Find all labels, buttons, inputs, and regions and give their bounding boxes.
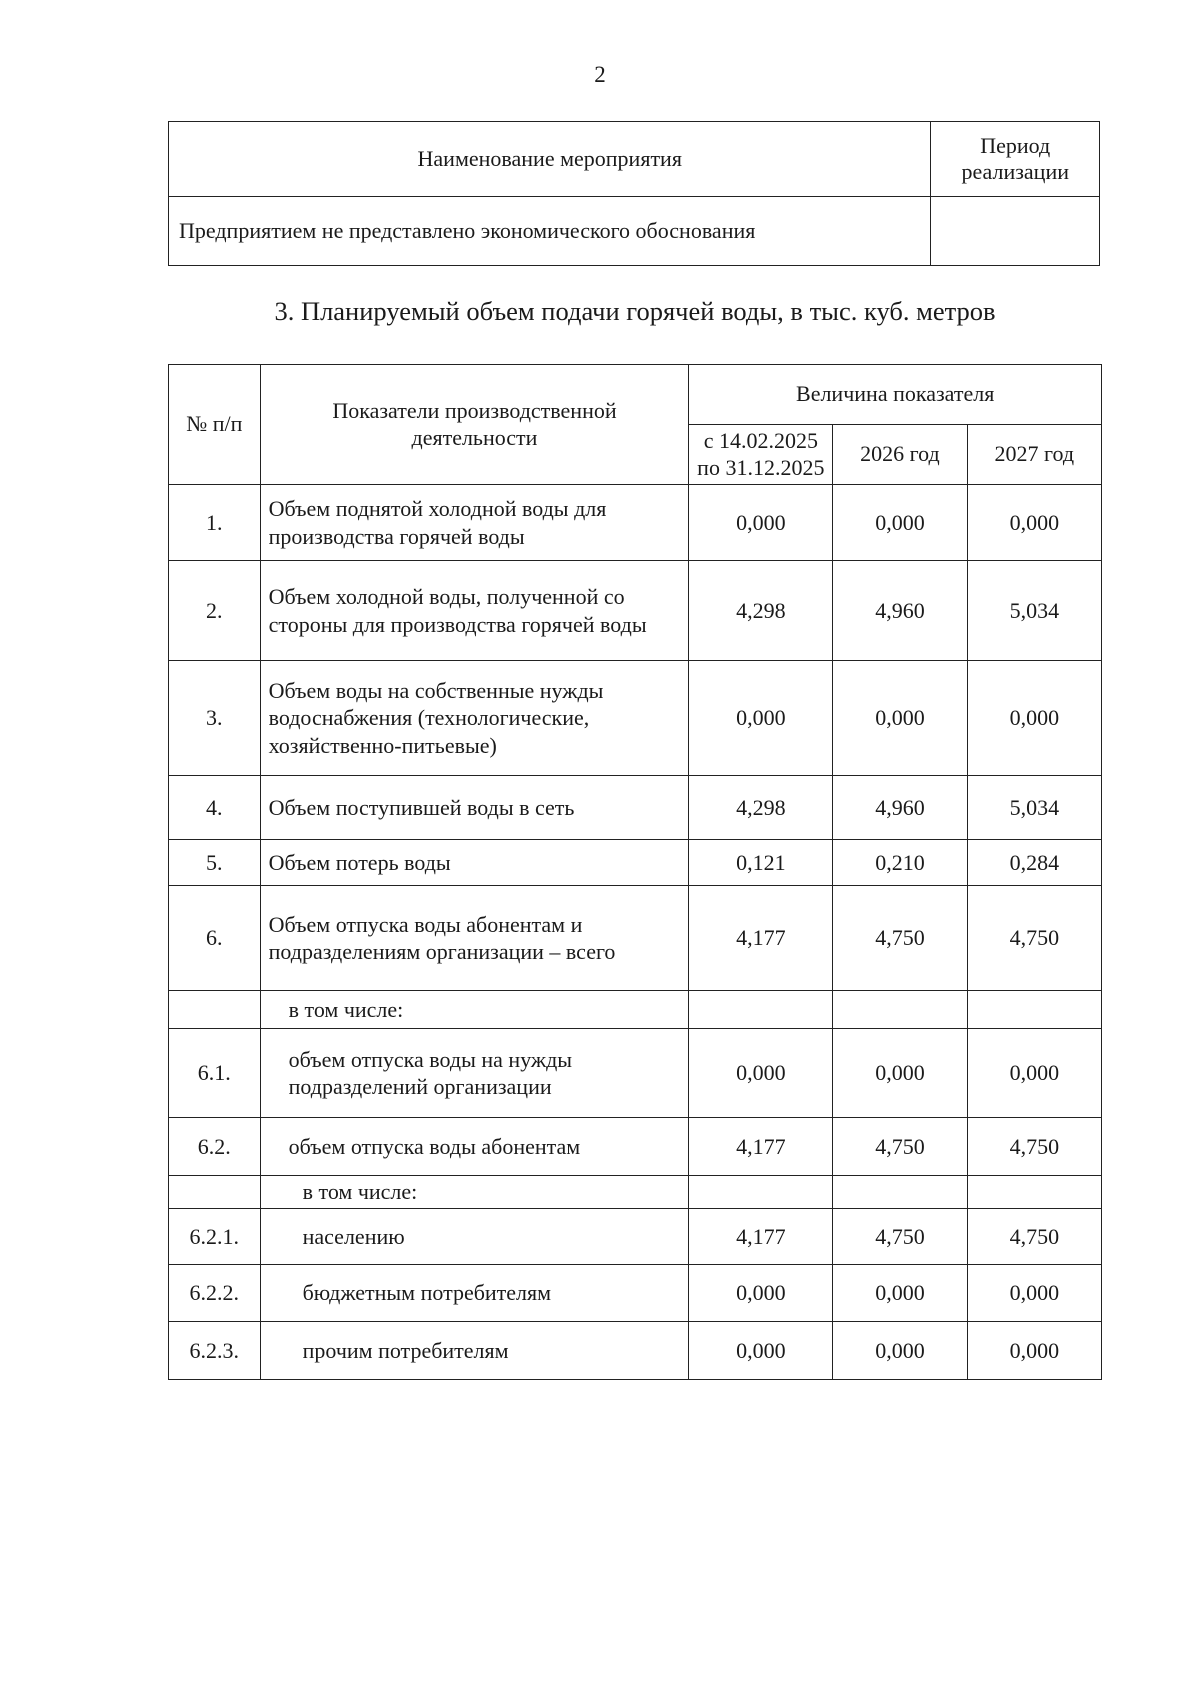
row-value-2: 4,750 xyxy=(833,1209,967,1265)
row-value-3: 0,000 xyxy=(967,1265,1101,1322)
table-row xyxy=(169,840,1102,886)
row-value-2 xyxy=(833,991,967,1029)
header-period-1: с 14.02.2025 по 31.12.2025 xyxy=(689,425,833,485)
page-number: 2 xyxy=(594,62,606,87)
row-value-1: 0,000 xyxy=(689,485,833,561)
volume-table-header xyxy=(169,365,1102,425)
row-name: Объем поступившей воды в сеть xyxy=(260,776,689,840)
row-value-3: 4,750 xyxy=(967,886,1101,991)
header-period-2: 2026 год xyxy=(833,425,967,485)
row-value-2: 0,000 xyxy=(833,1265,967,1322)
row-number xyxy=(169,1176,261,1209)
table-row xyxy=(169,1176,1102,1209)
row-value-3 xyxy=(967,991,1101,1029)
row-name: в том числе: xyxy=(260,1176,689,1209)
row-value-1: 0,000 xyxy=(689,661,833,776)
row-value-2: 0,210 xyxy=(833,840,967,886)
row-number: 6.2. xyxy=(169,1118,261,1176)
row-value-3: 4,750 xyxy=(967,1209,1101,1265)
measure-period-cell xyxy=(931,197,1100,266)
row-name: в том числе: xyxy=(260,991,689,1029)
row-name: Объем поднятой холодной воды для производства горячей воды xyxy=(260,485,689,561)
row-number xyxy=(169,991,261,1029)
row-number: 6.2.2. xyxy=(169,1265,261,1322)
row-value-3: 0,000 xyxy=(967,661,1101,776)
row-name: бюджетным потребителям xyxy=(260,1265,689,1322)
row-name: Объем отпуска воды абонентам и подразделениям организации – всего xyxy=(260,886,689,991)
header-measure-name: Наименование мероприятия xyxy=(169,122,931,197)
volume-table xyxy=(168,364,1102,1380)
table-row xyxy=(169,1265,1102,1322)
row-value-1: 4,177 xyxy=(689,886,833,991)
table-row xyxy=(169,1029,1102,1118)
header-period: Период реализации xyxy=(931,122,1100,197)
row-value-1: 4,298 xyxy=(689,561,833,661)
row-name: Объем холодной воды, полученной со стороны для производства горячей воды xyxy=(260,561,689,661)
row-name: объем отпуска воды на нужды подразделений организации xyxy=(260,1029,689,1118)
table-row xyxy=(169,1118,1102,1176)
row-value-1 xyxy=(689,1176,833,1209)
row-value-2: 0,000 xyxy=(833,661,967,776)
row-value-2: 4,960 xyxy=(833,776,967,840)
table-row xyxy=(169,1322,1102,1380)
header-value: Величина показателя xyxy=(689,365,1102,425)
row-number: 6.2.1. xyxy=(169,1209,261,1265)
row-value-1: 0,121 xyxy=(689,840,833,886)
row-value-2 xyxy=(833,1176,967,1209)
table-row xyxy=(169,485,1102,561)
table-row xyxy=(169,991,1102,1029)
section-title: 3. Планируемый объем подачи горячей воды, в тыс. куб. метров xyxy=(274,296,996,326)
row-value-3: 0,000 xyxy=(967,485,1101,561)
row-value-1: 4,298 xyxy=(689,776,833,840)
row-name: населению xyxy=(260,1209,689,1265)
row-value-3: 0,000 xyxy=(967,1322,1101,1380)
table-row xyxy=(169,561,1102,661)
row-name: Объем воды на собственные нужды водоснабжения (технологические, хозяйственно-питьевые) xyxy=(260,661,689,776)
row-value-3: 5,034 xyxy=(967,561,1101,661)
row-number: 6. xyxy=(169,886,261,991)
table-row xyxy=(169,776,1102,840)
row-value-3: 0,000 xyxy=(967,1029,1101,1118)
row-number: 4. xyxy=(169,776,261,840)
row-number: 5. xyxy=(169,840,261,886)
measures-table-header xyxy=(169,122,1100,197)
row-number: 1. xyxy=(169,485,261,561)
row-name: Объем потерь воды xyxy=(260,840,689,886)
row-value-2: 4,750 xyxy=(833,886,967,991)
row-value-1: 4,177 xyxy=(689,1209,833,1265)
row-value-2: 4,960 xyxy=(833,561,967,661)
row-value-2: 0,000 xyxy=(833,1029,967,1118)
row-number: 2. xyxy=(169,561,261,661)
row-value-1: 0,000 xyxy=(689,1265,833,1322)
row-value-3 xyxy=(967,1176,1101,1209)
header-indicators: Показатели производственной деятельности xyxy=(260,365,689,485)
row-value-1: 4,177 xyxy=(689,1118,833,1176)
row-value-3: 5,034 xyxy=(967,776,1101,840)
row-number: 6.2.3. xyxy=(169,1322,261,1380)
header-period-3: 2027 год xyxy=(967,425,1101,485)
row-value-1: 0,000 xyxy=(689,1029,833,1118)
table-row xyxy=(169,197,1100,266)
measure-name-cell: Предприятием не представлено экономического обоснования xyxy=(169,197,931,266)
row-value-1: 0,000 xyxy=(689,1322,833,1380)
row-value-3: 4,750 xyxy=(967,1118,1101,1176)
measures-table xyxy=(168,121,1100,266)
row-value-1 xyxy=(689,991,833,1029)
row-name: объем отпуска воды абонентам xyxy=(260,1118,689,1176)
row-value-2: 0,000 xyxy=(833,1322,967,1380)
table-row xyxy=(169,1209,1102,1265)
header-number: № п/п xyxy=(169,365,261,485)
row-name: прочим потребителям xyxy=(260,1322,689,1380)
row-number: 3. xyxy=(169,661,261,776)
row-value-2: 4,750 xyxy=(833,1118,967,1176)
row-number: 6.1. xyxy=(169,1029,261,1118)
row-value-2: 0,000 xyxy=(833,485,967,561)
row-value-3: 0,284 xyxy=(967,840,1101,886)
table-row xyxy=(169,661,1102,776)
table-row xyxy=(169,886,1102,991)
